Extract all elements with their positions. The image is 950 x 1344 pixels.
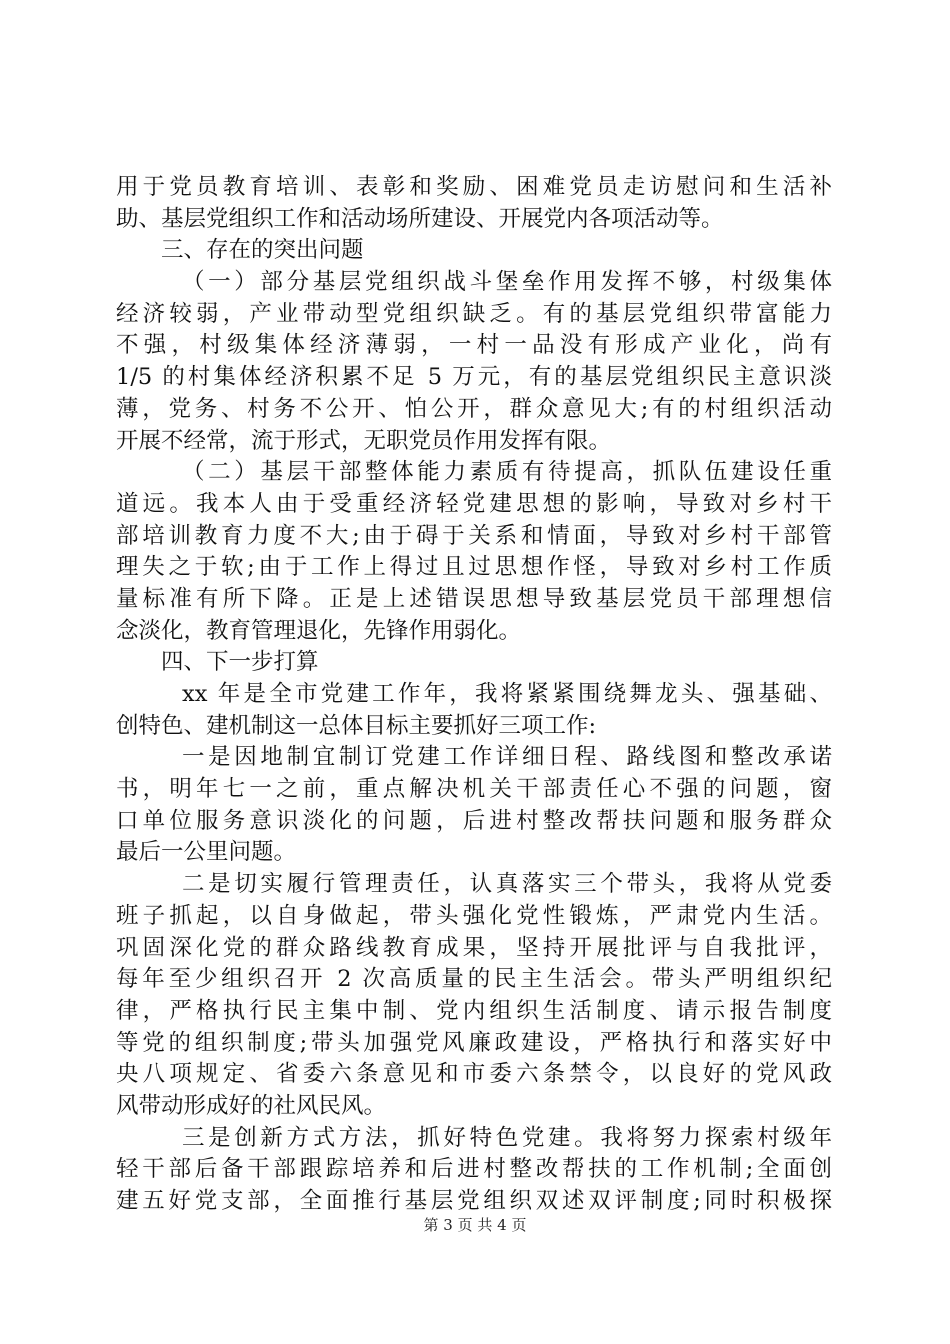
text-line: 一是因地制宜制订党建工作详细日程、路线图和整改承诺 — [182, 744, 832, 771]
text-line: 每年至少组织召开 2 次高质量的民主生活会。带头严明组织纪 — [116, 966, 832, 993]
text-line: 建五好党支部，全面推行基层党组织双述双评制度;同时积极探 — [116, 1188, 832, 1214]
text-line: 量标准有所下降。正是上述错误思想导致基层党员干部理想信 — [116, 585, 832, 612]
text-line: 轻干部后备干部跟踪培养和后进村整改帮扶的工作机制;全面创 — [116, 1156, 832, 1183]
text-line: 巩固深化党的群众路线教育成果，坚持开展批评与自我批评， — [116, 934, 832, 961]
text-line: 道远。我本人由于受重经济轻党建思想的影响，导致对乡村干 — [116, 490, 832, 517]
text-line: 三是创新方式方法，抓好特色党建。我将努力探索村级年 — [182, 1124, 832, 1151]
document-body — [116, 172, 832, 1218]
text-line: 律，严格执行民主集中制、党内组织生活制度、请示报告制度 — [116, 997, 832, 1024]
text-line: 央八项规定、省委六条意见和市委六条禁令，以良好的党风政 — [116, 1061, 832, 1088]
text-line: 最后一公里问题。 — [116, 839, 297, 866]
text-line: 用于党员教育培训、表彰和奖励、困难党员走访慰问和生活补 — [116, 174, 832, 200]
text-line: （一）部分基层党组织战斗堡垒作用发挥不够，村级集体 — [182, 269, 832, 296]
text-line: 理失之于软;由于工作上得过且过思想作怪，导致对乡村工作质 — [116, 554, 832, 581]
text-line: （二）基层干部整体能力素质有待提高，抓队伍建设任重 — [182, 459, 832, 486]
text-line: 经济较弱，产业带动型党组织缺乏。有的基层党组织带富能力 — [116, 300, 832, 327]
text-line: 风带动形成好的社风民风。 — [116, 1092, 387, 1119]
text-line: 口单位服务意识淡化的问题，后进村整改帮扶问题和服务群众 — [116, 807, 832, 834]
section-heading: 三、存在的突出问题 — [161, 237, 364, 264]
section-heading: 四、下一步打算 — [161, 649, 319, 676]
text-line: 念淡化，教育管理退化，先锋作用弱化。 — [116, 617, 522, 644]
text-line: 部培训教育力度不大;由于碍于关系和情面，导致对乡村干部管 — [116, 522, 832, 549]
text-line: 助、基层党组织工作和活动场所建设、开展党内各项活动等。 — [116, 205, 724, 232]
text-line: xx 年是全市党建工作年，我将紧紧围绕舞龙头、强基础、 — [182, 681, 832, 707]
page-number-footer: 第 3 页 共 4 页 — [423, 1216, 527, 1234]
text-line: 书，明年七一之前，重点解决机关干部责任心不强的问题，窗 — [116, 776, 832, 803]
text-line: 开展不经常，流于形式，无职党员作用发挥有限。 — [116, 427, 612, 454]
text-line: 不强，村级集体经济薄弱，一村一品没有形成产业化，尚有 — [116, 332, 832, 359]
text-line: 创特色、建机制这一总体目标主要抓好三项工作: — [116, 712, 597, 739]
text-line: 1/5 的村集体经济积累不足 5 万元，有的基层党组织民主意识淡 — [116, 364, 832, 391]
text-line: 薄，党务、村务不公开、怕公开，群众意见大;有的村组织活动 — [116, 395, 832, 422]
text-line: 等党的组织制度;带头加强党风廉政建设，严格执行和落实好中 — [116, 1029, 832, 1056]
text-line: 二是切实履行管理责任，认真落实三个带头，我将从党委 — [182, 871, 832, 898]
text-line: 班子抓起，以自身做起，带头强化党性锻炼，严肃党内生活。 — [116, 902, 832, 929]
